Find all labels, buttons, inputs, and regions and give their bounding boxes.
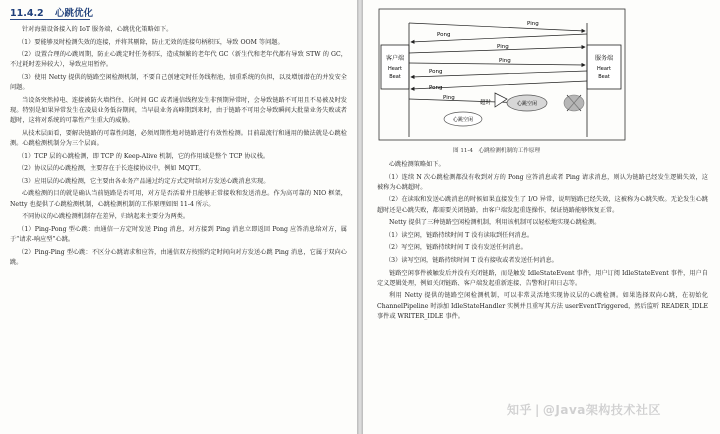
timeout-label: 超时 (480, 100, 492, 106)
client-label: 客户端 (385, 55, 405, 62)
paragraph: （2）设置合理的心跳周期，防止心跳定时任务积压，造成频繁的老年代 GC（新生代和老年代都有导致 STW 的 GC，不过耗时差异较大），导致应用暂停。 (10, 51, 347, 69)
left-page (0, 0, 357, 434)
paragraph: Netty 提供了三种链路空闲检测机制，利用该机制可以轻松地实现心跳检测。 (389, 219, 601, 227)
title-rule (10, 19, 90, 20)
arrow-label: Ping (497, 44, 509, 50)
arrow-label: Pong (429, 69, 443, 75)
left-body (10, 25, 347, 268)
paragraph: 心跳检测策略如下。 (389, 161, 445, 168)
paragraph: （1）读空闲，链路持续时间 T 没有读取到任何消息。 (385, 231, 534, 239)
paragraph: 从技术层面看，要解决链路的可靠性问题，必须周期性地对链路进行有效性检测。目前最流行和通用的做法就是心跳检测。心跳检测机制分为三个层面。 (10, 129, 347, 147)
paragraph: （1）连续 N 次心跳检测都没有收到对方的 Pong 应答消息或者 Ping 请求消息，则认为链路已经发生逻辑失效，这被称为心跳超时。 (377, 173, 708, 191)
right-page (363, 0, 720, 434)
paragraph: 心跳检测的目的就是确认当前链路是否可用，对方是否活着并且能够正常接收和发送消息。作为高可靠的 NIO 框架，Netty 也提供了心跳检测机制，心跳检测机制的工作原理如图 11-4 所示。 (10, 190, 347, 208)
paragraph: （2）Ping-Ping 型心跳：不区分心跳请求和应答，由通信双方按照约定时间向对方发送心跳 Ping 消息，它属于双向心跳。 (10, 248, 347, 266)
paragraph: （3）使用 Netty 提供的链路空闲检测机制，不要自己创建定时任务线程池，加重系统的负担，以及增加潜在的并发安全问题。 (10, 73, 347, 92)
paragraph: （1）Ping-Pong 型心跳：由通信一方定时发送 Ping 消息，对方接到 Ping 消息立即返回 Pong 应答消息给对方，属于“请求-响应型”心跳。 (10, 225, 347, 243)
paragraph: 链路空闲事件被触发后并没有关闭链路，而是触发 IdleStateEvent 事件，用户订阅 IdleStateEvent 事件，用户自定义逻辑处理，例如关闭链路、客户端发起重新连接、告警和打印日志等。 (377, 269, 708, 287)
client-label-line3: Beat (389, 74, 401, 80)
paragraph: （1）TCP 层的心跳检测，即 TCP 的 Keep-Alive 机制，它的作用域是整个 TCP 协议栈。 (18, 152, 270, 160)
paragraph: （3）读写空闲，链路持续时间 T 没有接收或者发送任何消息。 (385, 256, 558, 264)
arrow-label: Pong (437, 32, 451, 38)
section-title: 心跳优化 (54, 8, 93, 19)
client-label-line2: Heart (388, 66, 402, 72)
timeout-marker (495, 93, 507, 107)
section-number: 11.4.2 (10, 8, 44, 19)
section-heading (10, 5, 347, 19)
figure-caption: 图 11-4 心跳检测机制的工作原理 (453, 148, 541, 154)
arrow-label: Pong (429, 85, 443, 91)
paragraph: （2）协议层的心跳检测，主要存在于长连接协议中，例如 MQTT。 (18, 165, 205, 173)
arrow-ping (409, 63, 585, 65)
arrow-label: Ping (527, 21, 539, 27)
paragraph: 当设备突然掉电、连接被防火墙挡住、长时间 GC 或者通信线程发生非预期异常时，会导致链路不可用且不易被及时发现。特别是如果异常发生在凌晨业务低谷期间，当早晨业务高峰期到来时，由于链路不可用会导致瞬间大批量业务失败或者超时，这将对系统的可靠性产生重大的威胁。 (10, 96, 347, 125)
paragraph: 针对海量设备接入的 IoT 服务端，心跳优化策略如下。 (22, 26, 173, 33)
idle-label-2: 心跳空闲 (452, 117, 474, 123)
arrow-label: Ping (499, 58, 511, 64)
watermark-brand: 知乎 (507, 403, 533, 417)
paragraph: （2）写空闲，链路持续时间 T 没有发送任何消息。 (385, 244, 527, 252)
heartbeat-diagram (377, 7, 627, 142)
paragraph: （1）要能够及时检测失效的连接，并将其剔除，防止无效的连接句柄积压，导致 OOM 等问题。 (18, 38, 284, 46)
server-label-line2: Heart (597, 66, 611, 72)
cross-mark (564, 95, 584, 111)
idle-label: 心跳空闲 (516, 101, 538, 107)
paragraph: （3）应用层的心跳检测，它主要由各业务产品通过约定方式定时给对方发送心跳消息实现。 (18, 177, 270, 185)
watermark: 知乎 | @Java架构技术社区 (507, 403, 661, 417)
paragraph: 不同协议的心跳检测机制存在差异，归纳起来主要分为两类。 (22, 213, 190, 221)
right-body (377, 160, 708, 324)
arrow-ping (409, 23, 585, 31)
paragraph: 利用 Netty 提供的链路空闲检测机制，可以非常灵活地实现协议层的心跳检测。如果选择双向心跳，在初始化 ChannelPipeline 时添加 IdleStateHandler 实例并且重写其方法 userEventTriggered，然后监听 READER_IDLE 事件或 WRITER_IDLE 事件。 (377, 292, 708, 320)
server-label: 服务端 (594, 55, 614, 62)
paragraph: （2）在读取和发送心跳消息的时候如果直接发生了 I/O 异常，说明链路已经失效，这被称为心跳失败。无论发生心跳超时还是心跳失败，都需要关闭链路，由客户端发起重连操作，保证链路能够恢复正常。 (377, 196, 708, 214)
arrow-label: Ping (443, 95, 455, 101)
server-label-line3: Beat (598, 74, 610, 80)
watermark-author: @Java架构技术社区 (542, 403, 661, 417)
